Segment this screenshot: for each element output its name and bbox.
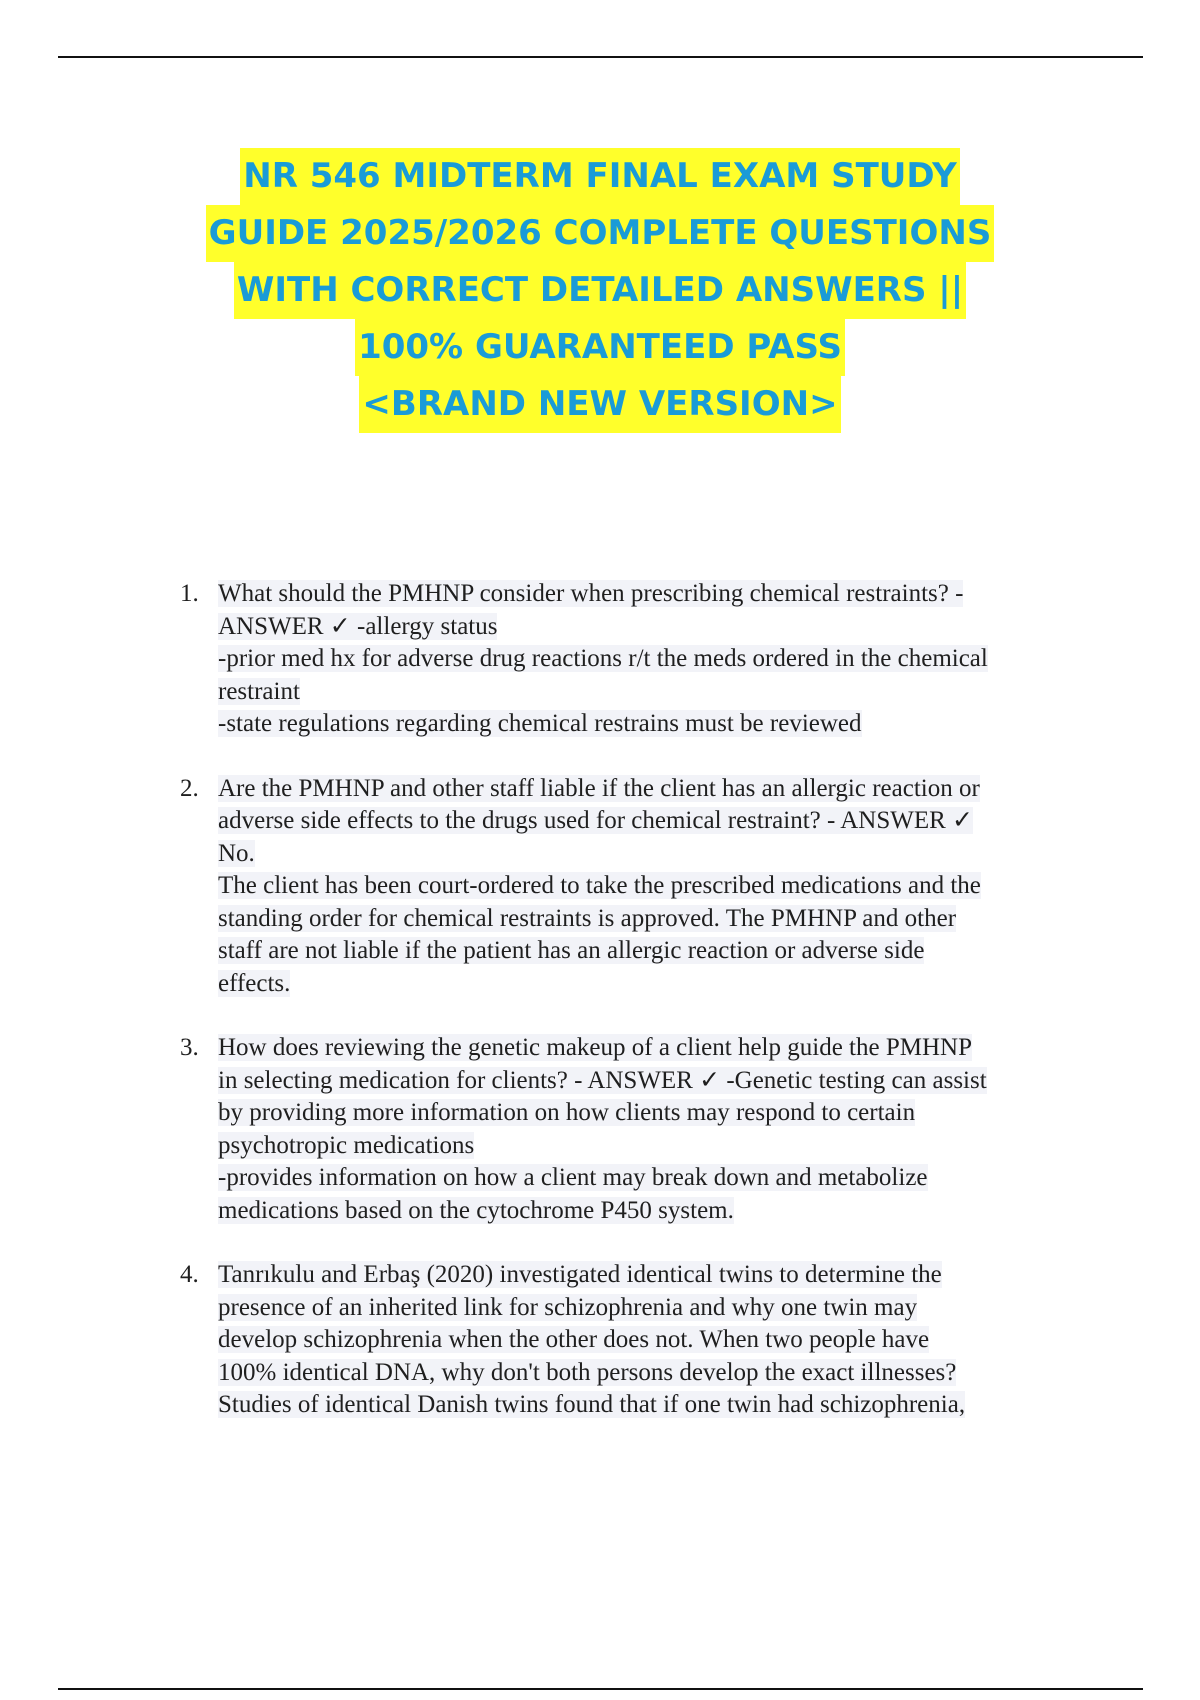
title-line: GUIDE 2025/2026 COMPLETE QUESTIONS [100, 205, 1100, 262]
bottom-rule [58, 1688, 1143, 1690]
answer-text-line: -provides information on how a client may break down and metabolize [218, 1164, 928, 1191]
question-number: 3. [180, 1034, 199, 1061]
question-list [168, 578, 1098, 1454]
question-text-line: Are the PMHNP and other staff liable if the client has an allergic reaction or [218, 774, 980, 802]
answer-text-line: standing order for chemical restraints is approved. The PMHNP and other [218, 904, 957, 932]
question-text-line: Studies of identical Danish twins found that if one twin had schizophrenia, [218, 1391, 966, 1418]
top-rule [58, 56, 1143, 58]
title-line: WITH CORRECT DETAILED ANSWERS || [100, 262, 1100, 319]
question-number: 4. [180, 1261, 199, 1288]
document-title [100, 148, 1100, 433]
question-text-line: in selecting medication for clients? - ANSWER ✓ -Genetic testing can assist [218, 1066, 987, 1094]
question-text-line: ANSWER ✓ -allergy status [218, 612, 498, 640]
answer-text-line: medications based on the cytochrome P450 system. [218, 1196, 734, 1224]
answer-text-line: restraint [218, 677, 300, 705]
question-item [168, 578, 1098, 741]
answer-text-line: The client has been court-ordered to take the prescribed medications and the [218, 872, 981, 899]
answer-text-line: by providing more information on how clients may respond to certain [218, 1099, 916, 1126]
title-line: NR 546 MIDTERM FINAL EXAM STUDY [100, 148, 1100, 205]
question-text-line: Tanrıkulu and Erbaş (2020) investigated identical twins to determine the [218, 1261, 942, 1288]
question-item [168, 1032, 1098, 1227]
question-text-line: develop schizophrenia when the other does not. When two people have [218, 1326, 930, 1353]
answer-text-line: staff are not liable if the patient has an allergic reaction or adverse side [218, 937, 925, 964]
question-item [168, 773, 1098, 1001]
question-number: 1. [180, 580, 199, 607]
answer-text-line: effects. [218, 969, 291, 997]
question-number: 2. [180, 774, 199, 802]
question-text-line: What should the PMHNP consider when prescribing chemical restraints? - [218, 580, 964, 607]
question-text-line: adverse side effects to the drugs used for chemical restraint? - ANSWER ✓ [218, 807, 973, 834]
question-text-line: How does reviewing the genetic makeup of a client help guide the PMHNP [218, 1034, 972, 1061]
answer-text-line: -state regulations regarding chemical restrains must be reviewed [218, 710, 862, 737]
question-text-line: 100% identical DNA, why don't both persons develop the exact illnesses? [218, 1358, 957, 1386]
title-line: <BRAND NEW VERSION> [100, 376, 1100, 433]
title-line: 100% GUARANTEED PASS [100, 319, 1100, 376]
answer-text-line: No. [218, 839, 255, 867]
question-text-line: presence of an inherited link for schizophrenia and why one twin may [218, 1293, 918, 1321]
answer-text-line: psychotropic medications [218, 1131, 475, 1159]
question-item [168, 1259, 1098, 1422]
answer-text-line: -prior med hx for adverse drug reactions r/t the meds ordered in the chemical [218, 645, 988, 672]
